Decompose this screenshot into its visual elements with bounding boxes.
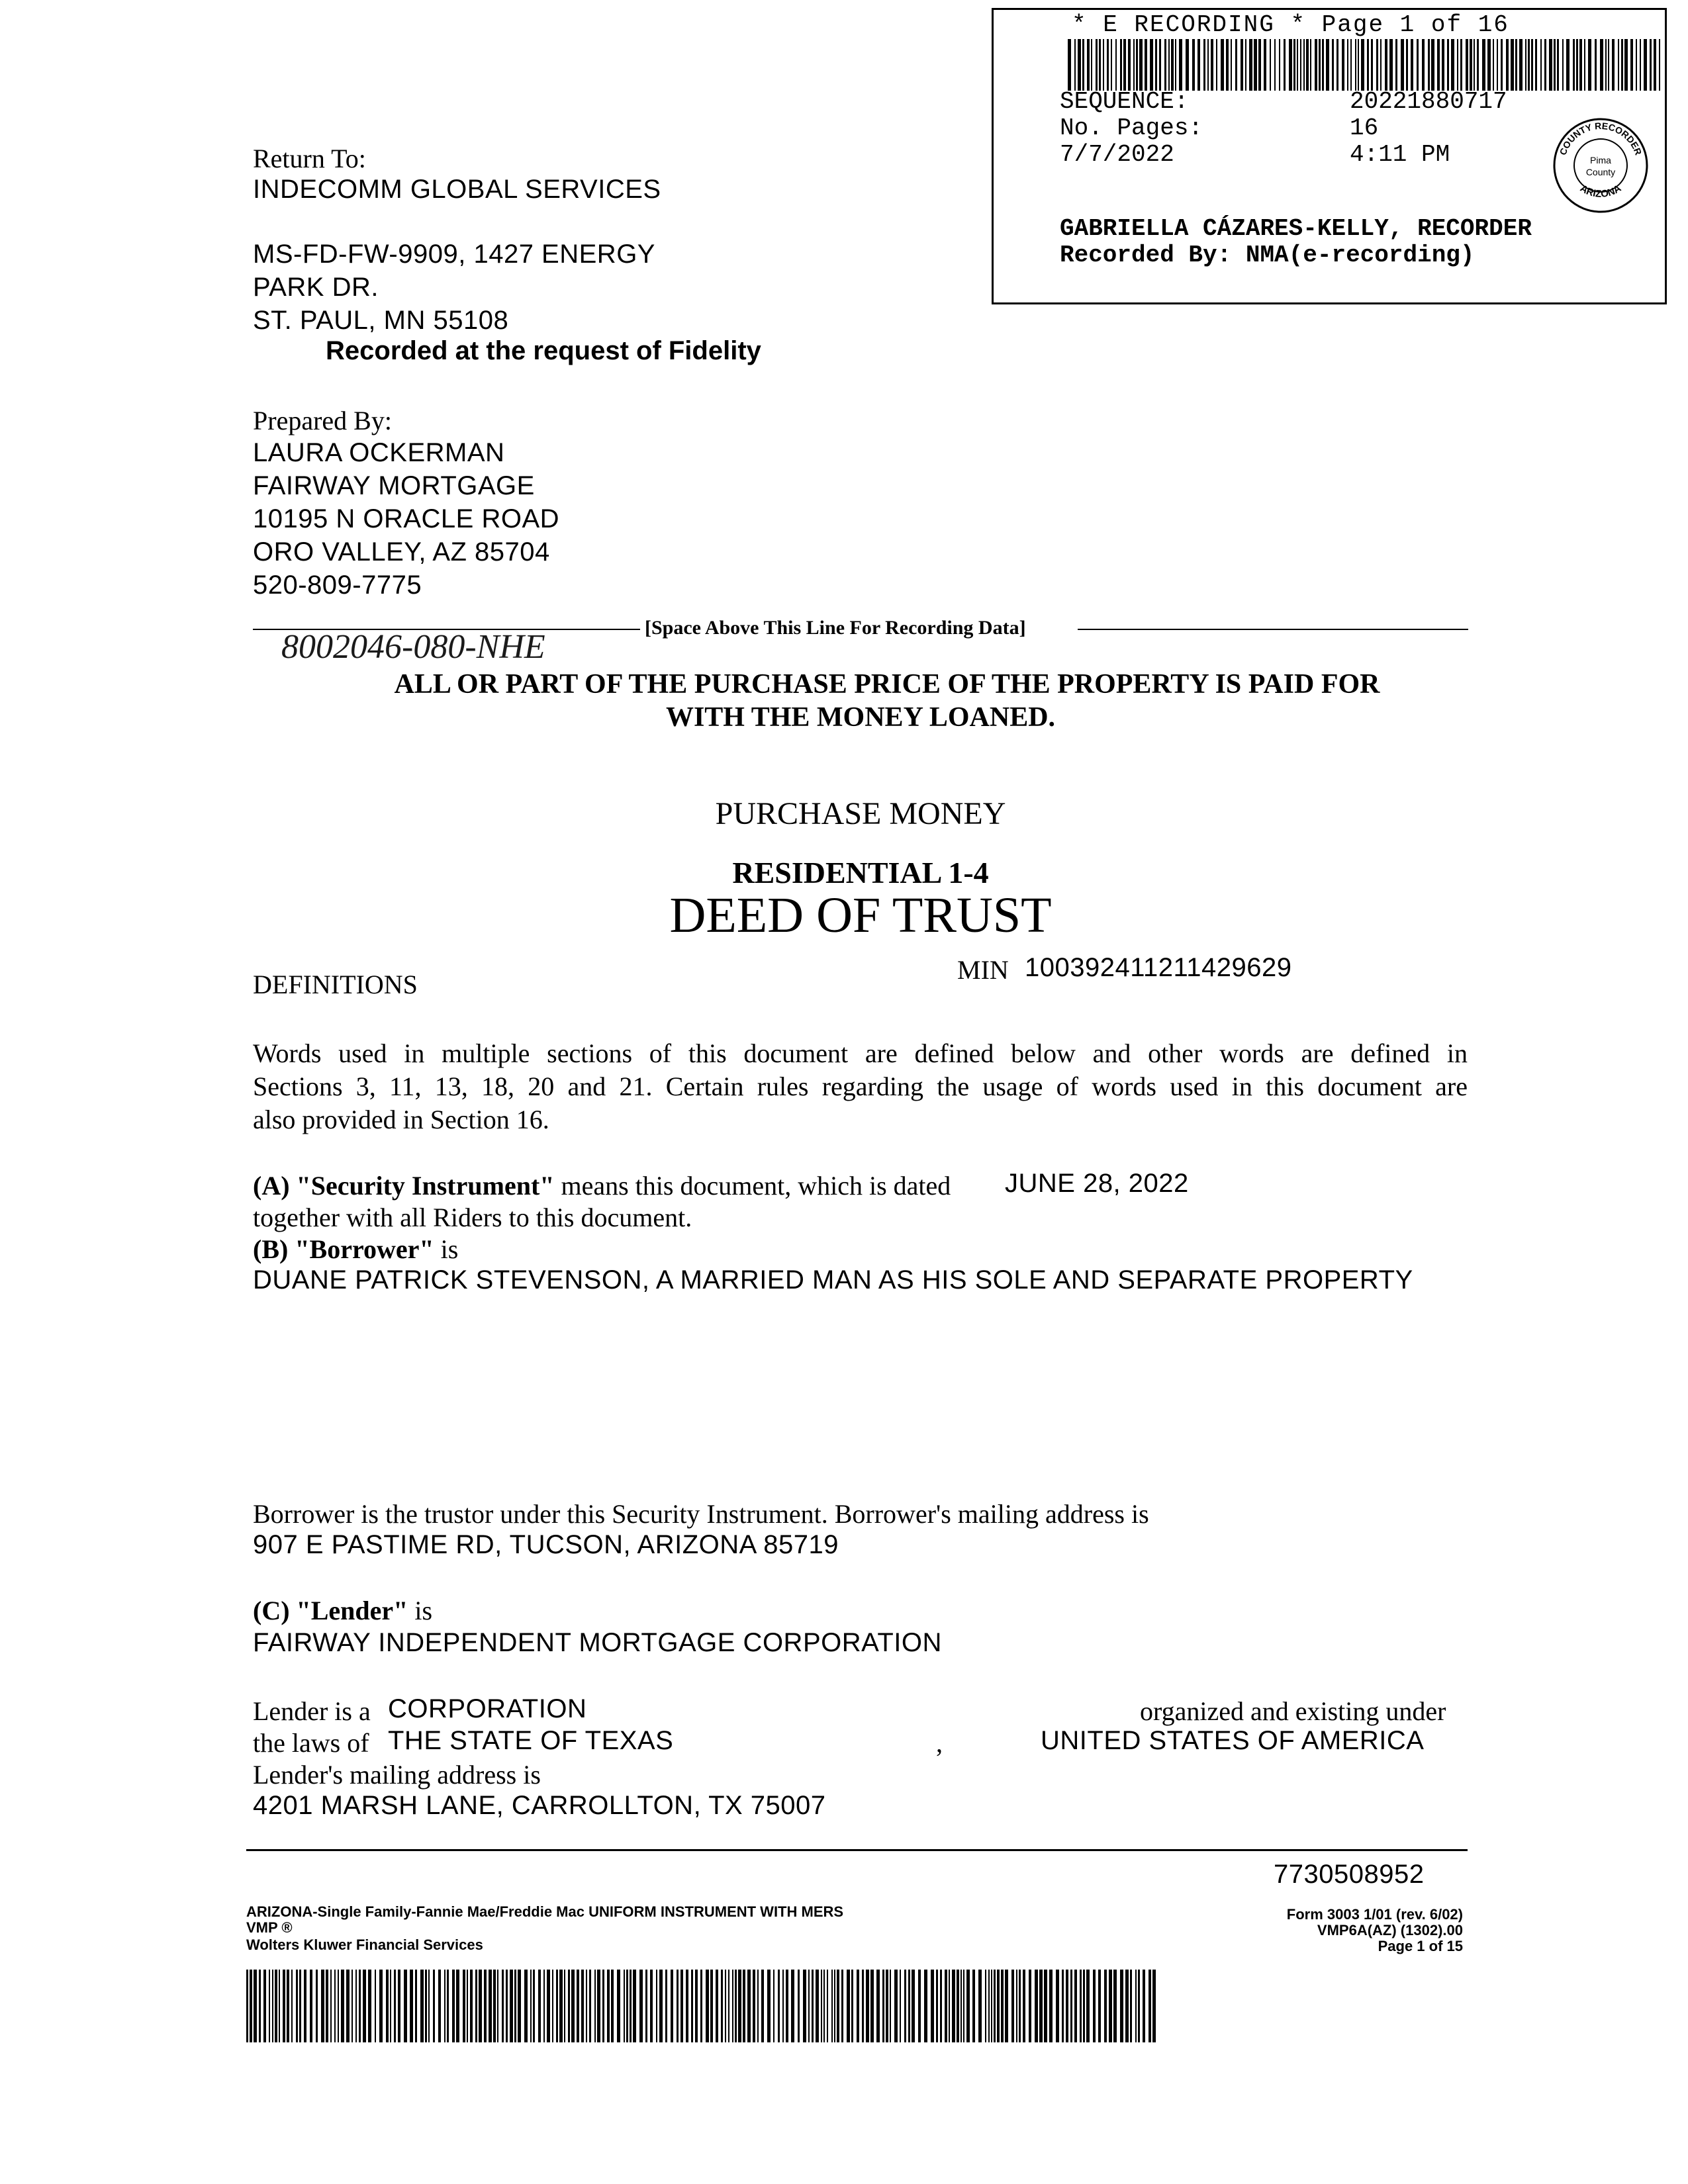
recording-date: 7/7/2022: [1060, 141, 1174, 168]
footer-barcode: [246, 1970, 1158, 2042]
preparer-company: FAIRWAY MORTGAGE: [253, 471, 535, 500]
comma-separator: ,: [936, 1728, 943, 1758]
trustor-text: Borrower is the trustor under this Security Instrument. Borrower's mailing address is: [253, 1499, 1149, 1529]
title-purchase-money: PURCHASE MONEY: [715, 796, 1006, 831]
seal-bottom-text: ARIZONA: [1577, 183, 1624, 201]
min-label: MIN: [957, 955, 1009, 985]
definition-a-marker: (A): [253, 1171, 290, 1201]
footer-right-2: VMP6A(AZ) (1302).00: [1317, 1922, 1463, 1938]
preparer-address1: 10195 N ORACLE ROAD: [253, 504, 560, 533]
definition-c-text: is: [414, 1596, 433, 1625]
definition-a-term: "Security Instrument": [296, 1171, 555, 1201]
lender-mailing-label: Lender's mailing address is: [253, 1760, 541, 1790]
purchase-notice-line2: WITH THE MONEY LOANED.: [665, 702, 1056, 733]
definition-c-term: "Lender": [296, 1596, 408, 1625]
footer-left-3: Wolters Kluwer Financial Services: [246, 1936, 483, 1953]
return-to-line3: PARK DR.: [253, 273, 379, 302]
preparer-name: LAURA OCKERMAN: [253, 438, 505, 467]
pages-value: 16: [1350, 114, 1379, 142]
footer-left-2: VMP ®: [246, 1919, 293, 1936]
lender-name: FAIRWAY INDEPENDENT MORTGAGE CORPORATION: [253, 1628, 942, 1657]
definition-a: [253, 1170, 951, 1201]
definition-b-marker: (B): [253, 1234, 289, 1264]
min-value: 100392411211429629: [1025, 953, 1292, 982]
handwritten-number: 8002046-080-NHE: [281, 628, 545, 666]
definition-c: [253, 1595, 432, 1626]
preparer-address2: ORO VALLEY, AZ 85704: [253, 537, 550, 567]
lender-address: 4201 MARSH LANE, CARROLLTON, TX 75007: [253, 1791, 826, 1820]
lender-is-a-label: Lender is a: [253, 1696, 371, 1726]
seal-center-2: County: [1585, 167, 1616, 177]
borrower-address: 907 E PASTIME RD, TUCSON, ARIZONA 85719: [253, 1530, 839, 1559]
lender-country: UNITED STATES OF AMERICA: [1041, 1726, 1425, 1755]
laws-of-label: the laws of: [253, 1728, 369, 1758]
svg-text:ARIZONA: [1578, 183, 1623, 200]
definition-b-term: "Borrower": [295, 1234, 434, 1264]
preparer-phone: 520-809-7775: [253, 570, 422, 600]
pages-label: No. Pages:: [1060, 114, 1203, 142]
footer-right-1: Form 3003 1/01 (rev. 6/02): [1286, 1906, 1463, 1923]
purchase-notice-line1: ALL OR PART OF THE PURCHASE PRICE OF THE PROPERTY IS PAID FOR: [394, 669, 1380, 700]
sequence-value: 20221880717: [1350, 88, 1507, 115]
sequence-label: SEQUENCE:: [1060, 88, 1189, 115]
definition-b-text: is: [440, 1234, 459, 1264]
definitions-intro-3: also provided in Section 16.: [253, 1105, 549, 1134]
seal-center-1: Pima: [1590, 155, 1611, 165]
definitions-heading: DEFINITIONS: [253, 970, 418, 999]
footer-divider: [246, 1849, 1468, 1851]
recorded-request-stamp: Recorded at the request of Fidelity: [326, 336, 761, 365]
organized-label: organized and existing under: [1140, 1696, 1446, 1726]
loan-number: 7730508952: [1274, 1860, 1425, 1889]
definition-c-marker: (C): [253, 1596, 290, 1625]
lender-type: CORPORATION: [388, 1694, 587, 1723]
title-deed-of-trust: DEED OF TRUST: [669, 887, 1052, 943]
borrower-name: DUANE PATRICK STEVENSON, A MARRIED MAN AS HIS SOLE AND SEPARATE PROPERTY: [253, 1265, 1413, 1295]
recorder-name: GABRIELLA CÁZARES-KELLY, RECORDER: [1060, 215, 1532, 242]
recording-line-right: [1078, 629, 1468, 630]
prepared-by-label: Prepared By:: [253, 406, 392, 435]
definitions-intro-1: Words used in multiple sections of this document are defined below and other words are defined in: [253, 1038, 1468, 1068]
definitions-intro-2: Sections 3, 11, 13, 18, 20 and 21. Certain rules regarding the usage of words used in this document are: [253, 1071, 1468, 1101]
definition-b: [253, 1234, 458, 1265]
return-to-label: Return To:: [253, 144, 366, 173]
county-seal-icon: [1551, 116, 1650, 215]
lender-state: THE STATE OF TEXAS: [388, 1726, 674, 1755]
space-above-label: [Space Above This Line For Recording Data]: [645, 617, 1026, 639]
recording-time: 4:11 PM: [1350, 141, 1450, 168]
return-to-line2: MS-FD-FW-9909, 1427 ENERGY: [253, 240, 655, 269]
footer-left-1: ARIZONA-Single Family-Fannie Mae/Freddie Mac UNIFORM INSTRUMENT WITH MERS: [246, 1903, 844, 1920]
title-residential: RESIDENTIAL 1-4: [732, 856, 989, 889]
definition-a-text: means this document, which is dated: [561, 1171, 951, 1201]
seal-top-text: COUNTY RECORDER: [1557, 120, 1644, 157]
recording-barcode: [1068, 39, 1664, 91]
return-to-line4: ST. PAUL, MN 55108: [253, 306, 509, 335]
footer-right-3: Page 1 of 15: [1378, 1938, 1463, 1954]
recording-box: [992, 8, 1667, 304]
recording-header: * E RECORDING * Page 1 of 16: [1072, 11, 1509, 38]
security-instrument-date: JUNE 28, 2022: [1005, 1169, 1189, 1198]
definition-a-text-2: together with all Riders to this document.: [253, 1203, 692, 1232]
recorded-by: Recorded By: NMA(e-recording): [1060, 242, 1475, 269]
return-to-line1: INDECOMM GLOBAL SERVICES: [253, 175, 661, 204]
